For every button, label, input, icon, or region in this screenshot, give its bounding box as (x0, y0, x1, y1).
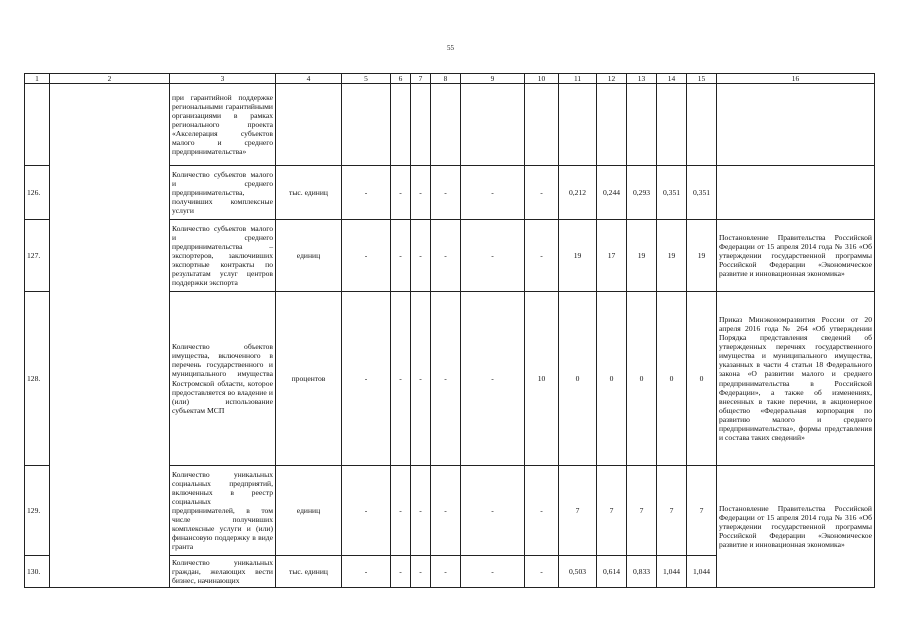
unit: единиц (276, 220, 342, 292)
value-cell: 0,503 (559, 556, 597, 588)
value-cell: - (461, 166, 525, 220)
col-header: 15 (687, 74, 717, 84)
value-cell: - (411, 292, 431, 466)
row-number: 128. (25, 292, 50, 466)
col-header: 5 (342, 74, 391, 84)
value-cell: 0 (559, 292, 597, 466)
value-cell: 19 (559, 220, 597, 292)
value-cell: 19 (657, 220, 687, 292)
col-header: 7 (411, 74, 431, 84)
value-cell: - (342, 166, 391, 220)
value-cell: 0,212 (559, 166, 597, 220)
value-cell: - (461, 556, 525, 588)
indicators-table (24, 73, 875, 588)
col-header: 12 (597, 74, 627, 84)
indicator-name: при гарантийной поддержке региональными гарантийными организациями в рамках регионального проекта «Акселерация субъектов малого и среднего предпринимательства» (170, 84, 276, 166)
value-cell: - (391, 220, 411, 292)
col-header: 2 (50, 74, 170, 84)
value-cell: 1,044 (687, 556, 717, 588)
value-cell: 7 (597, 466, 627, 556)
value-cell: 0 (687, 292, 717, 466)
unit: процентов (276, 292, 342, 466)
value-cell: 0,351 (657, 166, 687, 220)
col-header: 11 (559, 74, 597, 84)
value-cell: 10 (525, 292, 559, 466)
indicator-name: Количество уникальных граждан, желающих вести бизнес, начинающих (170, 556, 276, 588)
page-number: 55 (447, 44, 454, 52)
value-cell: - (461, 292, 525, 466)
value-cell: 1,044 (657, 556, 687, 588)
col-header: 1 (25, 74, 50, 84)
indicator-name: Количество объектов имущества, включенного в перечень государственного и муниципального имущества Костромской области, которое предоставляется во владение и (или) использование субъектам МСП (170, 292, 276, 466)
value-cell: 17 (597, 220, 627, 292)
value-cell: 0 (657, 292, 687, 466)
value-cell: - (342, 466, 391, 556)
value-cell: - (461, 466, 525, 556)
value-cell: - (431, 466, 461, 556)
value-cell: 0,244 (597, 166, 627, 220)
col-header: 16 (717, 74, 875, 84)
col-header: 9 (461, 74, 525, 84)
value-cell: - (431, 556, 461, 588)
value-cell: - (342, 220, 391, 292)
indicator-name: Количество уникальных социальных предприятий, включенных в реестр социальных предпринимателей, в том числе получивших комплексные услуги и (или) финансовую поддержку в виде гранта (170, 466, 276, 556)
value-cell: - (411, 466, 431, 556)
value-cell: - (411, 220, 431, 292)
value-cell: - (525, 220, 559, 292)
value-cell: - (342, 292, 391, 466)
col-header: 10 (525, 74, 559, 84)
value-cell: 0 (627, 292, 657, 466)
value-cell: - (525, 556, 559, 588)
col-header: 14 (657, 74, 687, 84)
value-cell: 19 (627, 220, 657, 292)
row-number: 127. (25, 220, 50, 292)
value-cell: - (525, 466, 559, 556)
value-cell: 7 (657, 466, 687, 556)
column-number-row (25, 74, 875, 84)
legal-basis: Постановление Правительства Российской Федерации от 15 апреля 2014 года № 316 «Об утверждении государственной программы Российской Федерации «Экономическое развитие и инновационная экономика» (717, 466, 875, 588)
value-cell: 0,293 (627, 166, 657, 220)
group-cell (50, 84, 170, 588)
unit: тыс. единиц (276, 166, 342, 220)
value-cell: - (431, 220, 461, 292)
row-number: 130. (25, 556, 50, 588)
value-cell: - (411, 556, 431, 588)
col-header: 3 (170, 74, 276, 84)
col-header: 8 (431, 74, 461, 84)
indicator-name: Количество субъектов малого и среднего предпринимательства – экспортеров, заключивших экспортные контракты по результатам услуг центров поддержки экспорта (170, 220, 276, 292)
value-cell: - (461, 220, 525, 292)
value-cell: - (431, 292, 461, 466)
value-cell: 0,833 (627, 556, 657, 588)
value-cell: 0,351 (687, 166, 717, 220)
unit: единиц (276, 466, 342, 556)
value-cell: - (342, 556, 391, 588)
legal-basis: Постановление Правительства Российской Федерации от 15 апреля 2014 года № 316 «Об утверждении государственной программы Российской Федерации «Экономическое развитие и инновационная экономика» (717, 220, 875, 292)
table-row (25, 84, 875, 166)
value-cell: 0,614 (597, 556, 627, 588)
value-cell: 0 (597, 292, 627, 466)
value-cell: 7 (559, 466, 597, 556)
value-cell: - (391, 292, 411, 466)
value-cell: 7 (687, 466, 717, 556)
value-cell: - (391, 466, 411, 556)
col-header: 4 (276, 74, 342, 84)
value-cell: - (391, 166, 411, 220)
indicator-name: Количество субъектов малого и среднего предпринимательства, получивших комплексные услуги (170, 166, 276, 220)
value-cell: 7 (627, 466, 657, 556)
value-cell: - (525, 166, 559, 220)
value-cell: - (411, 166, 431, 220)
row-number: 129. (25, 466, 50, 556)
value-cell: - (391, 556, 411, 588)
value-cell: 19 (687, 220, 717, 292)
col-header: 13 (627, 74, 657, 84)
row-number: 126. (25, 166, 50, 220)
unit: тыс. единиц (276, 556, 342, 588)
col-header: 6 (391, 74, 411, 84)
value-cell: - (431, 166, 461, 220)
legal-basis: Приказ Минэкономразвития России от 20 апреля 2016 года № 264 «Об утверждении Порядка представления сведений об утвержденных перечнях государственного имущества и муниципального имущества, указанных в части 4 статьи 18 Федерального закона «О развитии малого и среднего предпринимательства в Российской Федерации», а также об изменениях, внесенных в такие перечни, в акционерное общество «Федеральная корпорация по развитию малого и среднего предпринимательства», формы представления и состава таких сведений» (717, 292, 875, 466)
